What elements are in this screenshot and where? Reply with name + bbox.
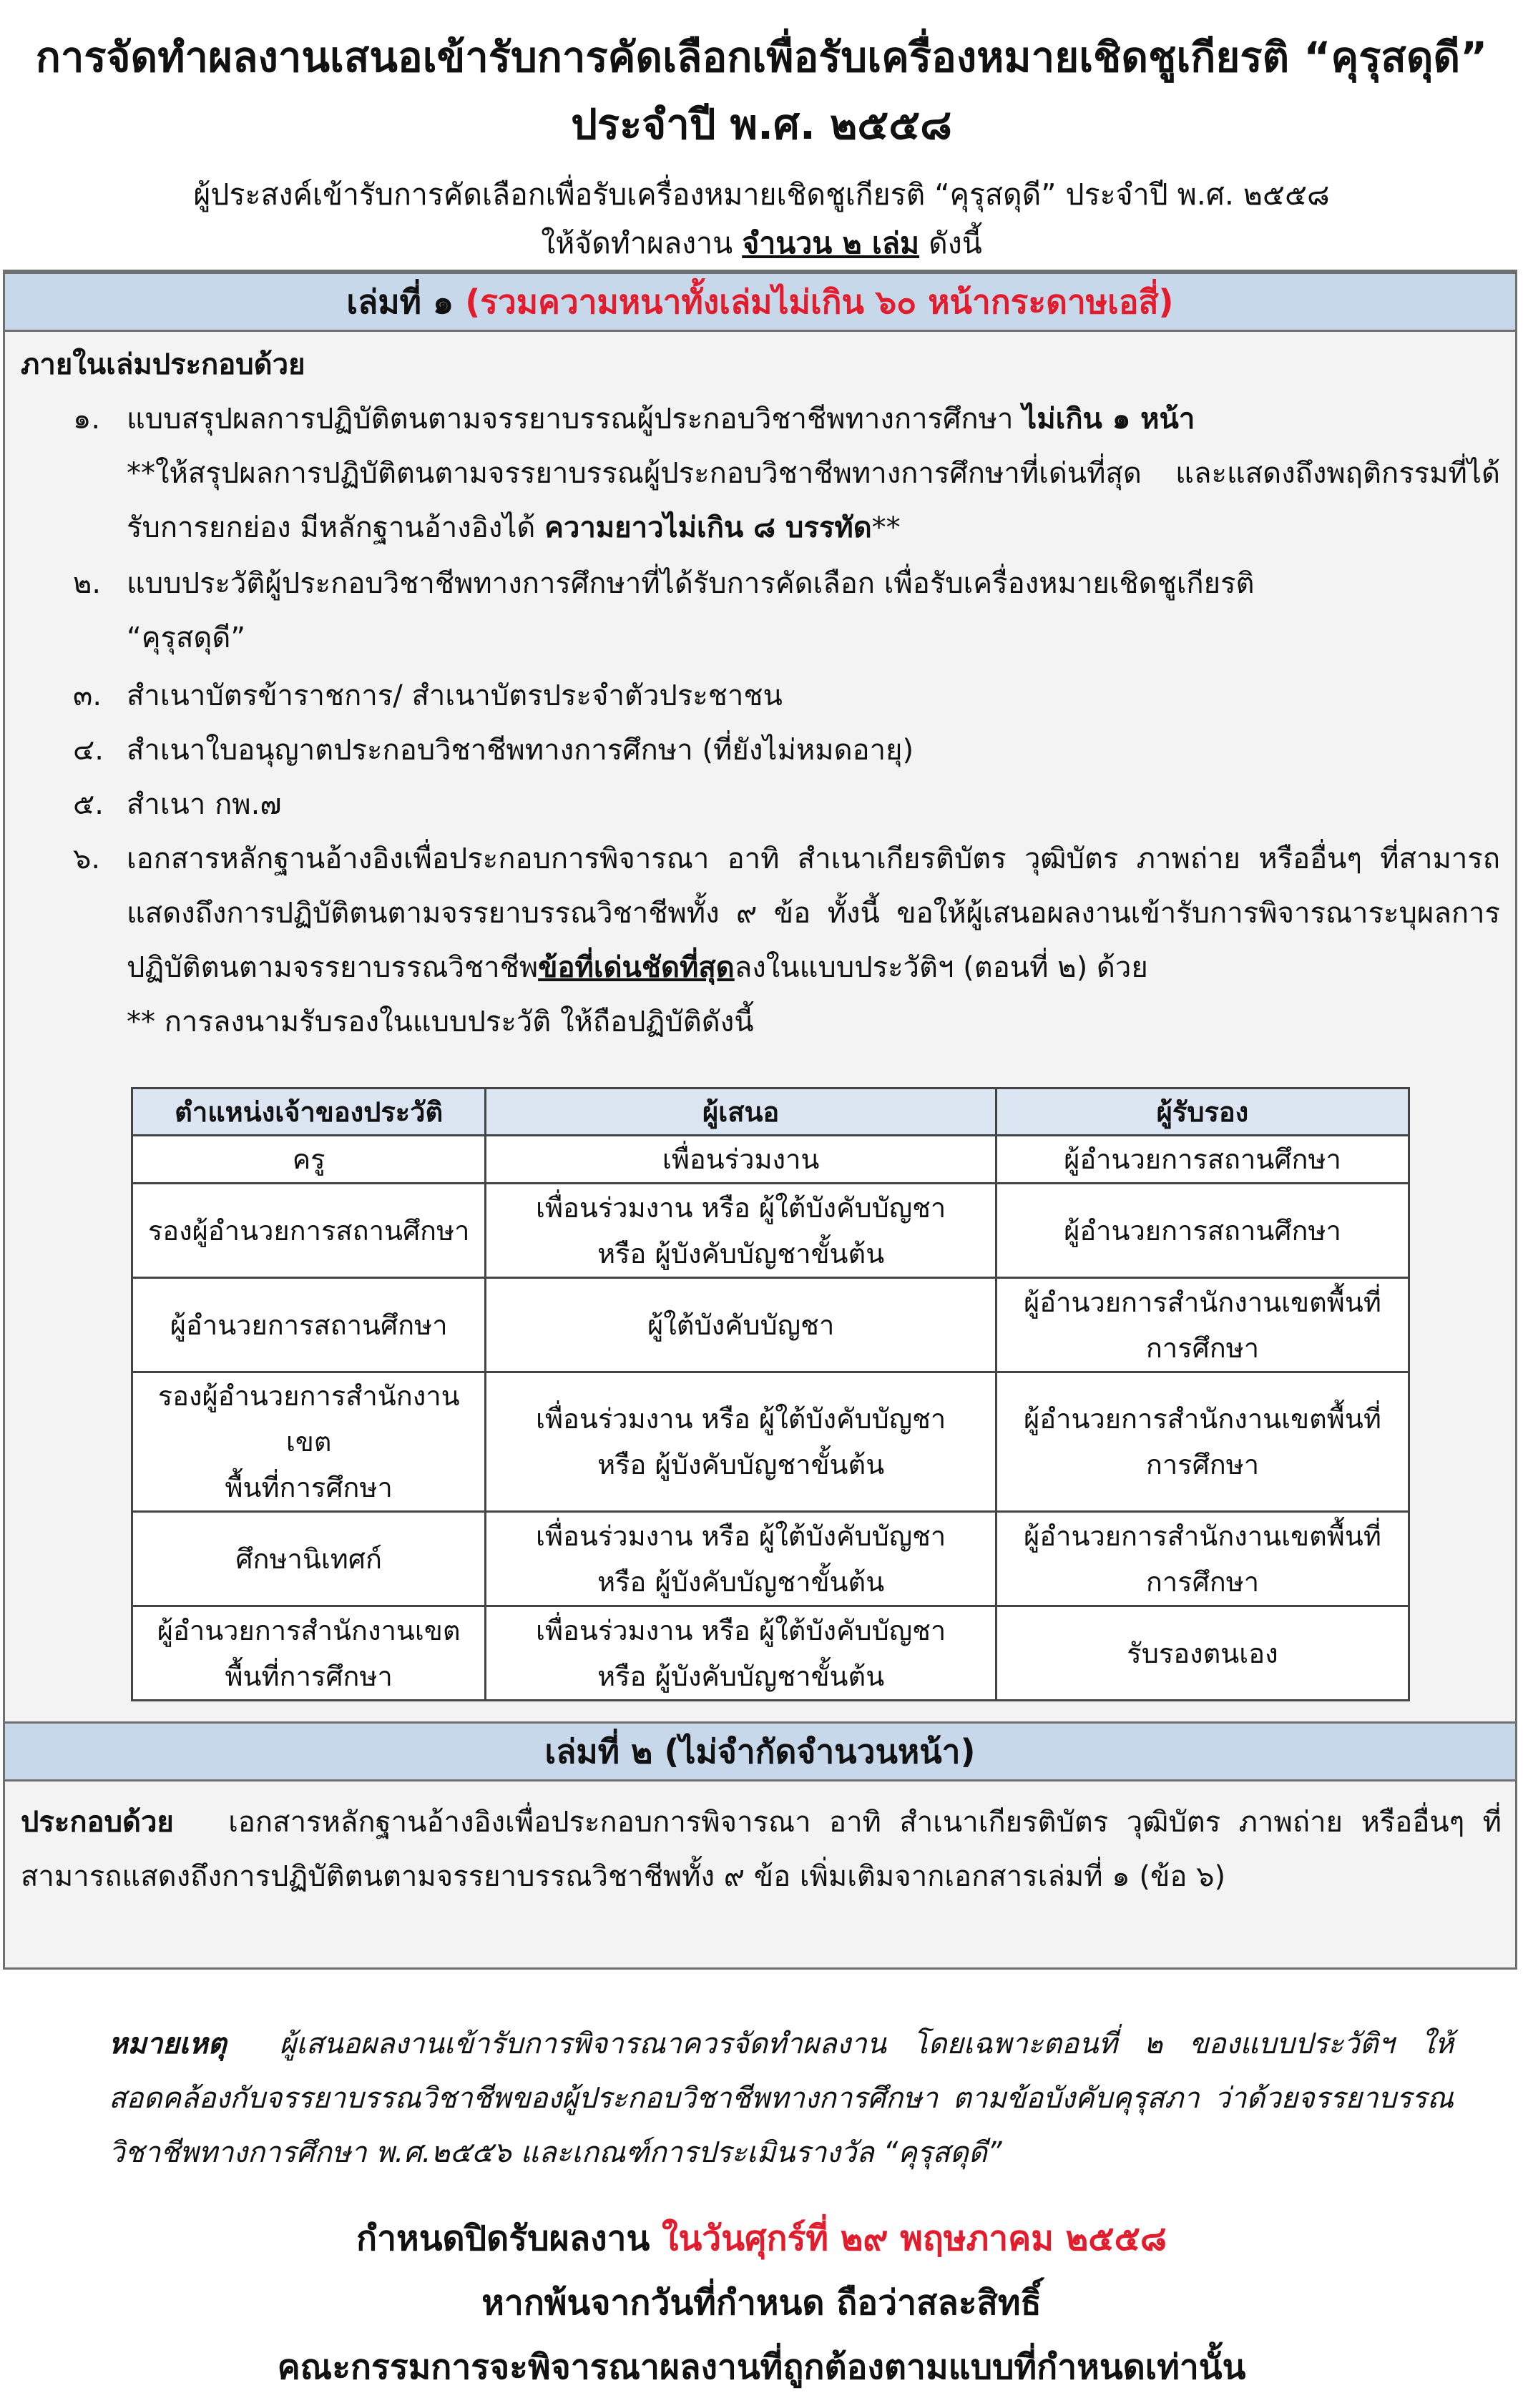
table-cell: เพื่อนร่วมงาน หรือ ผู้ใต้บังคับบัญชา หรือ ผู้บังคับบัญชาขั้นต้น: [486, 1372, 996, 1512]
table-cell: ผู้อำนวยการสำนักงานเขต พื้นที่การศึกษา: [132, 1606, 486, 1701]
book2-heading: เล่มที่ ๒ (ไม่จำกัดจำนวนหน้า): [5, 1721, 1515, 1782]
table-cell: ผู้อำนวยการสำนักงานเขตพื้นที่ การศึกษา: [996, 1512, 1409, 1606]
item-1-note-end: **: [871, 511, 901, 544]
sign-note-text: ** การลงนามรับรองในแบบประวัติ ให้ถือปฏิบัติดังนี้: [127, 1006, 754, 1038]
table-cell: ผู้อำนวยการสำนักงานเขตพื้นที่ การศึกษา: [996, 1372, 1409, 1512]
table-cell: เพื่อนร่วมงาน หรือ ผู้ใต้บังคับบัญชา หรือ ผู้บังคับบัญชาขั้นต้น: [486, 1512, 996, 1606]
table-row: [132, 1136, 1409, 1184]
table-cell: ศึกษานิเทศก์: [132, 1512, 486, 1606]
item-5-text: สำเนา กพ.๗: [127, 788, 282, 821]
item-1-text: แบบสรุปผลการปฏิบัติตนตามจรรยาบรรณผู้ประกอบวิชาชีพทางการศึกษา: [127, 403, 1014, 436]
item-6-emphasis: ข้อที่เด่นชัดที่สุด: [538, 951, 735, 984]
table-cell: ผู้อำนวยการสถานศึกษา: [996, 1136, 1409, 1184]
book1-heading-label: เล่มที่ ๑: [346, 282, 454, 321]
table-row: [132, 1606, 1409, 1701]
remark: [109, 2017, 1454, 2180]
item-1-page-limit: ไม่เกิน ๑ หน้า: [1022, 403, 1195, 436]
book1-heading: [5, 272, 1515, 332]
item-4-text: สำเนาใบอนุญาตประกอบวิชาชีพทางการศึกษา (ที่ยังไม่หมดอายุ): [127, 734, 914, 767]
intro-line-2: [0, 220, 1523, 266]
table-header: ผู้เสนอ: [486, 1088, 996, 1136]
requirements-panel: [3, 270, 1517, 1970]
book1-contents-label: ภายในเล่มประกอบด้วย: [21, 348, 305, 381]
item-number: ๒.: [73, 567, 102, 600]
table-cell: รับรองตนเอง: [996, 1606, 1409, 1701]
deadline-line: [0, 2210, 1523, 2267]
forfeit-line: หากพ้นจากวันที่กำหนด ถือว่าสละสิทธิ์: [481, 2283, 1042, 2323]
item-text: [127, 392, 1500, 446]
book2-contents: [21, 1795, 1502, 1904]
deadline-label: กำหนดปิดรับผลงาน: [356, 2218, 650, 2259]
committee-line: คณะกรรมการจะพิจารณาผลงานที่ถูกต้องตามแบบที่กำหนดเท่านั้น: [277, 2347, 1246, 2387]
table-row: [132, 1372, 1409, 1512]
item-number: ๖.: [73, 842, 101, 875]
item-3-text: สำเนาบัตรข้าราชการ/ สำเนาบัตรประจำตัวประชาชน: [127, 679, 783, 712]
book1-heading-limit: (รวมความหนาทั้งเล่มไม่เกิน ๖๐ หน้ากระดาษเอสี่): [465, 282, 1174, 321]
table-cell: ผู้อำนวยการสถานศึกษา: [996, 1184, 1409, 1278]
table-header: ผู้รับรอง: [996, 1088, 1409, 1136]
item-1-note-text: **ให้สรุปผลการปฏิบัติตนตามจรรยาบรรณผู้ประกอบวิชาชีพทางการศึกษาที่เด่นที่สุด และแสดงถึงพฤติกรรมที่ได้รับการยกย่อง มีหลักฐานอ้างอิงได้: [127, 457, 1500, 544]
item-number: ๓.: [73, 679, 102, 712]
page-subtitle-year: ประจำปี พ.ศ. ๒๕๕๘: [571, 100, 952, 149]
book2-label: ประกอบด้วย: [21, 1806, 174, 1839]
table-cell: ผู้ใต้บังคับบัญชา: [486, 1278, 996, 1372]
signature-table: [131, 1087, 1410, 1701]
table-cell: เพื่อนร่วมงาน หรือ ผู้ใต้บังคับบัญชา หรือ ผู้บังคับบัญชาขั้นต้น: [486, 1184, 996, 1278]
remark-label: หมายเหตุ: [109, 2028, 227, 2060]
item-6-tail: ลงในแบบประวัติฯ (ตอนที่ ๒) ด้วย: [734, 951, 1148, 984]
item-6-text: [127, 832, 1500, 995]
remark-text: ผู้เสนอผลงานเข้ารับการพิจารณาควรจัดทำผลงาน โดยเฉพาะตอนที่ ๒ ของแบบประวัติฯ ให้สอดคล้องกับจรรยาบรรณวิชาชีพของผู้ประกอบวิชาชีพทางการศึกษา ตามข้อบังคับคุรุสภา ว่าด้วยจรรยาบรรณวิชาชีพทางการศึกษา พ.ศ.๒๕๕๖ และเกณฑ์การประเมินรางวัล “คุรุสดุดี”: [109, 2028, 1454, 2169]
table-cell: รองผู้อำนวยการสถานศึกษา: [132, 1184, 486, 1278]
page-title: การจัดทำผลงานเสนอเข้ารับการคัดเลือกเพื่อรับเครื่องหมายเชิดชูเกียรติ “คุรุสดุดี”: [35, 33, 1488, 82]
item-2-text: [127, 556, 1500, 665]
table-cell: รองผู้อำนวยการสำนักงานเขต พื้นที่การศึกษา: [132, 1372, 486, 1512]
table-cell: ผู้อำนวยการสำนักงานเขตพื้นที่ การศึกษา: [996, 1278, 1409, 1372]
intro-volume-count: จำนวน ๒ เล่ม: [742, 226, 920, 260]
table-cell: ครู: [132, 1136, 486, 1184]
item-number: ๔.: [73, 734, 104, 767]
table-cell: เพื่อนร่วมงาน: [486, 1136, 996, 1184]
deadline-date: ในวันศุกร์ที่ ๒๙ พฤษภาคม ๒๕๕๘: [662, 2218, 1167, 2259]
table-cell: ผู้อำนวยการสถานศึกษา: [132, 1278, 486, 1372]
item-1-note-bold: ความยาวไม่เกิน ๘ บรรทัด: [544, 511, 872, 544]
table-cell: เพื่อนร่วมงาน หรือ ผู้ใต้บังคับบัญชา หรือ ผู้บังคับบัญชาขั้นต้น: [486, 1606, 996, 1701]
item-number: ๑.: [73, 403, 101, 436]
book2-text: เอกสารหลักฐานอ้างอิงเพื่อประกอบการพิจารณา อาทิ สำเนาเกียรติบัตร วุฒิบัตร ภาพถ่าย หรืออื่นๆ ที่สามารถแสดงถึงการปฏิบัติตนตามจรรยาบรรณวิชาชีพทั้ง ๙ ข้อ เพิ่มเติมจากเอกสารเล่มที่ ๑ (ข้อ ๖): [21, 1806, 1502, 1893]
item-2-line-2: “คุรุสดุดี”: [127, 621, 246, 654]
item-2-line-1: แบบประวัติผู้ประกอบวิชาชีพทางการศึกษาที่ได้รับการคัดเลือก เพื่อรับเครื่องหมายเชิดชูเกียรติ: [127, 567, 1255, 600]
table-row: [132, 1184, 1409, 1278]
table-row: [132, 1512, 1409, 1606]
table-body: [132, 1136, 1409, 1701]
intro-prefix: ให้จัดทำผลงาน: [541, 226, 733, 260]
item-6-body: เอกสารหลักฐานอ้างอิงเพื่อประกอบการพิจารณา อาทิ สำเนาเกียรติบัตร วุฒิบัตร ภาพถ่าย หรืออื่นๆ ที่สามารถแสดงถึงการปฏิบัติตนตามจรรยาบรรณวิชาชีพทั้ง ๙ ข้อ ทั้งนี้ ขอให้ผู้เสนอผลงานเข้ารับการพิจารณาระบุผลการปฏิบัติตนตามจรรยาบรรณวิชาชีพ: [127, 842, 1500, 984]
intro-line-1: ผู้ประสงค์เข้ารับการคัดเลือกเพื่อรับเครื่องหมายเชิดชูเกียรติ “คุรุสดุดี” ประจำปี พ.ศ. ๒๕๕๘: [193, 177, 1330, 212]
intro-suffix: ดังนี้: [929, 226, 982, 260]
table-header: ตำแหน่งเจ้าของประวัติ: [132, 1088, 486, 1136]
table-row: [132, 1278, 1409, 1372]
item-1-note: [127, 446, 1500, 555]
table-header-row: [132, 1088, 1409, 1136]
item-number: ๕.: [73, 788, 104, 821]
